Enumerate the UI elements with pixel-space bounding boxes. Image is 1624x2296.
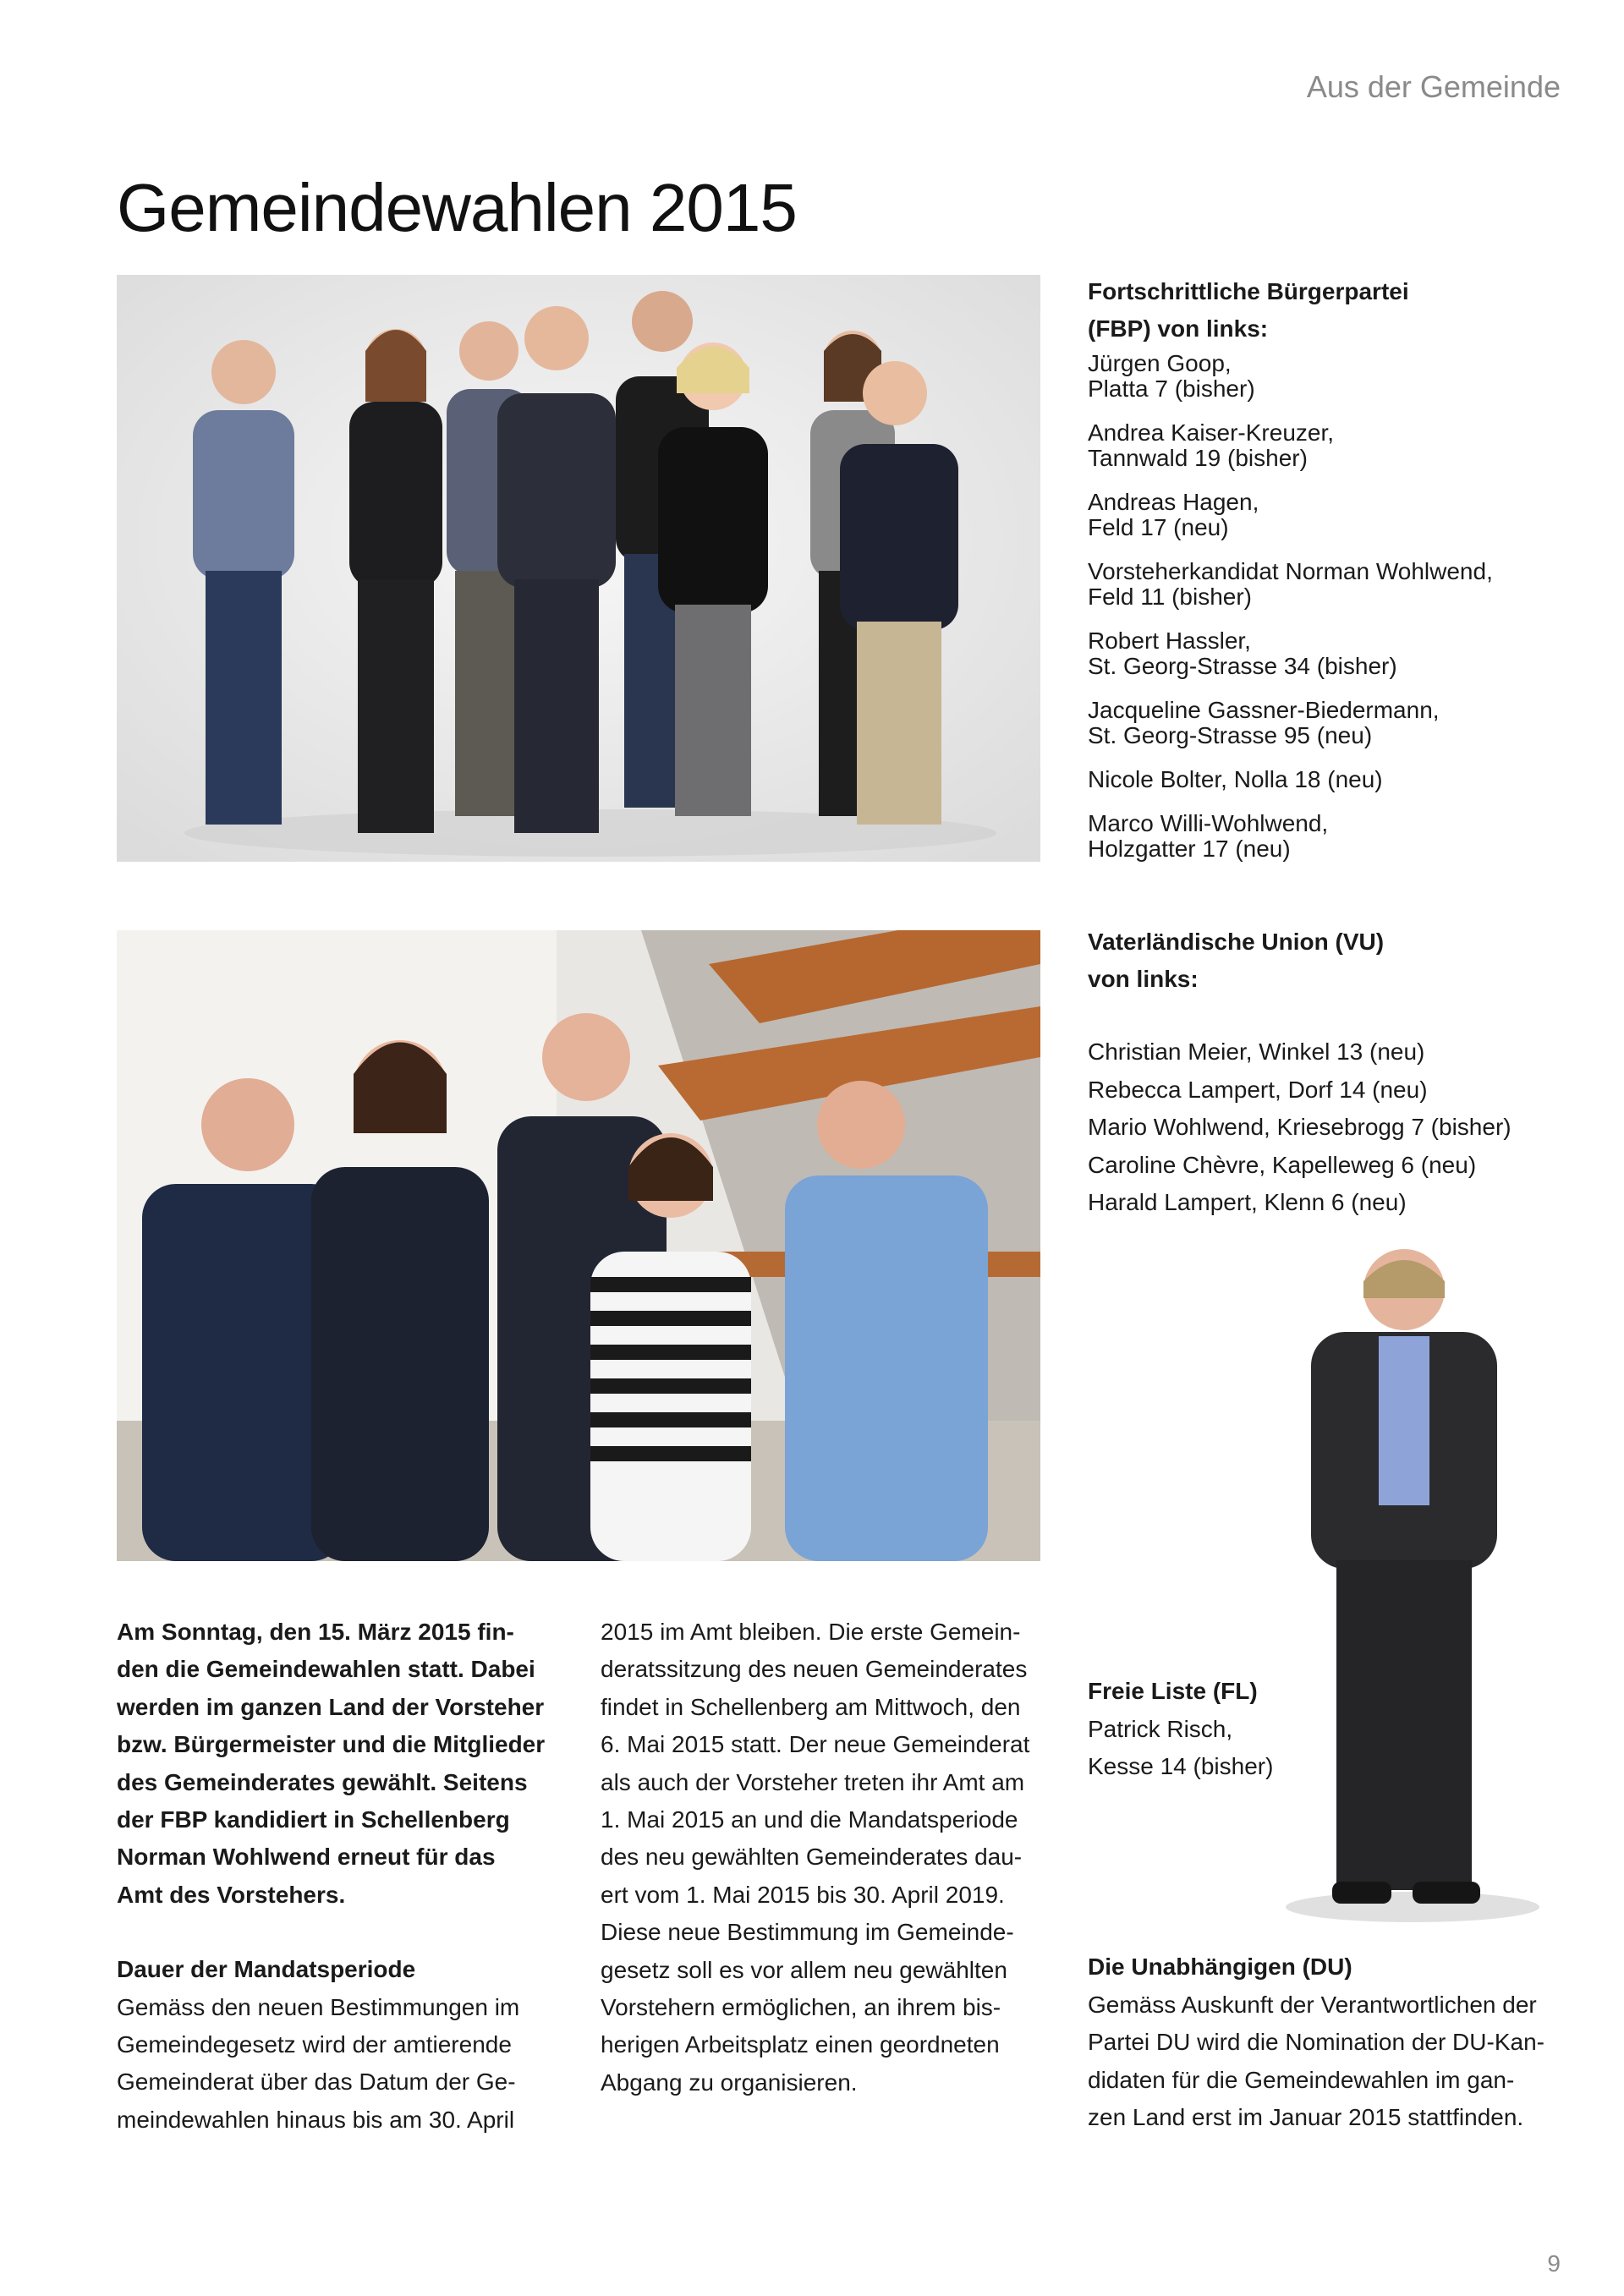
member-name: Andrea Kaiser-Kreuzer,: [1088, 419, 1335, 446]
intro-line: bzw. Bürgermeister und die Mitglieder: [117, 1731, 546, 1758]
vu-group-photo: [117, 930, 1040, 1561]
du-line: Partei DU wird die Nomination der DU-Kan-: [1088, 2029, 1544, 2055]
member-name: Jürgen Goop,: [1088, 350, 1232, 376]
list-item: [1088, 767, 1493, 792]
member-name: Vorsteherkandidat Norman Wohlwend,: [1088, 558, 1493, 584]
page-number: 9: [1547, 2250, 1561, 2277]
du-heading: Die Unabhängigen (DU): [1088, 1954, 1352, 1980]
list-item: [1088, 490, 1493, 540]
member-name: Andreas Hagen,: [1088, 489, 1259, 515]
fbp-photo-illustration: [117, 275, 1040, 862]
intro-line: Amt des Vorstehers.: [117, 1881, 346, 1908]
list-item: Christian Meier, Winkel 13 (neu): [1088, 1038, 1425, 1065]
body-line: Diese neue Bestimmung im Gemeinde-: [601, 1919, 1014, 1946]
list-item: [1088, 420, 1493, 471]
member-address: St. Georg-Strasse 95 (neu): [1088, 722, 1373, 748]
member-address: St. Georg-Strasse 34 (bisher): [1088, 653, 1397, 679]
member-address: Tannwald 19 (bisher): [1088, 445, 1308, 471]
member-name: Marco Willi-Wohlwend,: [1088, 810, 1329, 836]
fl-heading: Freie Liste (FL): [1088, 1678, 1258, 1704]
du-line: zen Land erst im Januar 2015 stattfinden.: [1088, 2104, 1524, 2130]
member-name: Jacqueline Gassner-Biedermann,: [1088, 697, 1440, 723]
body-line: 1. Mai 2015 an und die Mandatsperiode: [601, 1806, 1018, 1833]
intro-line: Am Sonntag, den 15. März 2015 fin-: [117, 1619, 514, 1645]
member-name: Robert Hassler,: [1088, 627, 1251, 654]
vu-caption: [1088, 923, 1512, 1222]
intro-line: Norman Wohlwend erneut für das: [117, 1844, 496, 1871]
fl-portrait-photo: [1252, 1230, 1558, 1932]
body-line: 6. Mai 2015 statt. Der neue Gemeinderat: [601, 1731, 1030, 1758]
section-label: Aus der Gemeinde: [1306, 69, 1561, 104]
body-line: herigen Arbeitsplatz einen geordneten: [601, 2031, 1000, 2058]
list-item: [1088, 811, 1493, 862]
member-name: Nicole Bolter, Nolla 18 (neu): [1088, 766, 1383, 792]
body-line: des neu gewählten Gemeinderates dau-: [601, 1844, 1023, 1871]
body-line: 2015 im Amt bleiben. Die erste Gemein-: [601, 1619, 1021, 1645]
fbp-group-photo: [117, 275, 1040, 862]
list-item: Harald Lampert, Klenn 6 (neu): [1088, 1189, 1407, 1215]
list-item: [1088, 351, 1493, 402]
intro-line: werden im ganzen Land der Vorsteher: [117, 1693, 545, 1720]
fl-line: Kesse 14 (bisher): [1088, 1753, 1274, 1779]
body-line: Gemeindegesetz wird der amtierende: [117, 2031, 512, 2058]
vu-heading-line: Vaterländische Union (VU): [1088, 929, 1385, 955]
body-line: ert vom 1. Mai 2015 bis 30. April 2019.: [601, 1881, 1005, 1908]
body-line: findet in Schellenberg am Mittwoch, den: [601, 1693, 1021, 1720]
member-address: Feld 17 (neu): [1088, 514, 1229, 540]
body-line: Gemäss den neuen Bestimmungen im: [117, 1993, 520, 2020]
body-line: Abgang zu organisieren.: [601, 2069, 858, 2096]
intro-line: der FBP kandidiert in Schellenberg: [117, 1806, 510, 1833]
du-caption: [1088, 1948, 1561, 2137]
fl-portrait-illustration: [1252, 1230, 1558, 1932]
vu-member-list: [1088, 1033, 1512, 1222]
list-item: [1088, 628, 1493, 679]
body-line: Gemeinderat über das Datum der Ge-: [117, 2069, 516, 2096]
body-line: als auch der Vorsteher treten ihr Amt am: [601, 1768, 1025, 1795]
list-item: [1088, 698, 1493, 748]
member-address: Feld 11 (bisher): [1088, 584, 1253, 610]
page-title: Gemeindewahlen 2015: [117, 170, 797, 245]
article-column-1: [117, 1614, 557, 2139]
fl-line: Patrick Risch,: [1088, 1715, 1233, 1742]
fl-caption: [1088, 1673, 1273, 1786]
member-address: Platta 7 (bisher): [1088, 375, 1255, 402]
fbp-heading-line: (FBP) von links:: [1088, 315, 1269, 342]
article-intro: [117, 1614, 557, 1914]
intro-line: des Gemeinderates gewählt. Seitens: [117, 1768, 528, 1795]
article-subheading: Dauer der Mandatsperiode: [117, 1956, 416, 1983]
list-item: Rebecca Lampert, Dorf 14 (neu): [1088, 1076, 1428, 1103]
member-address: Holzgatter 17 (neu): [1088, 836, 1291, 862]
list-item: [1088, 559, 1493, 610]
vu-photo-illustration: [117, 930, 1040, 1561]
body-line: meindewahlen hinaus bis am 30. April: [117, 2106, 515, 2133]
body-line: gesetz soll es vor allem neu gewählten: [601, 1956, 1007, 1983]
fbp-heading-line: Fortschrittliche Bürgerpartei: [1088, 278, 1409, 304]
vu-heading-line: von links:: [1088, 966, 1199, 992]
intro-line: den die Gemeindewahlen statt. Dabei: [117, 1656, 535, 1683]
body-line: deratssitzung des neuen Gemeinderates: [601, 1656, 1028, 1683]
list-item: Caroline Chèvre, Kapelleweg 6 (neu): [1088, 1151, 1477, 1178]
fbp-caption: [1088, 273, 1493, 880]
article-column-2: [601, 1614, 1049, 2101]
list-item: Mario Wohlwend, Kriesebrogg 7 (bisher): [1088, 1114, 1512, 1140]
du-line: didaten für die Gemeindewahlen im gan-: [1088, 2066, 1515, 2093]
vu-heading: [1088, 923, 1512, 998]
du-line: Gemäss Auskunft der Verantwortlichen der: [1088, 1991, 1537, 2018]
fbp-heading: [1088, 273, 1493, 348]
body-line: Vorstehern ermöglichen, an ihrem bis-: [601, 1994, 1001, 2021]
fbp-member-list: [1088, 351, 1493, 862]
